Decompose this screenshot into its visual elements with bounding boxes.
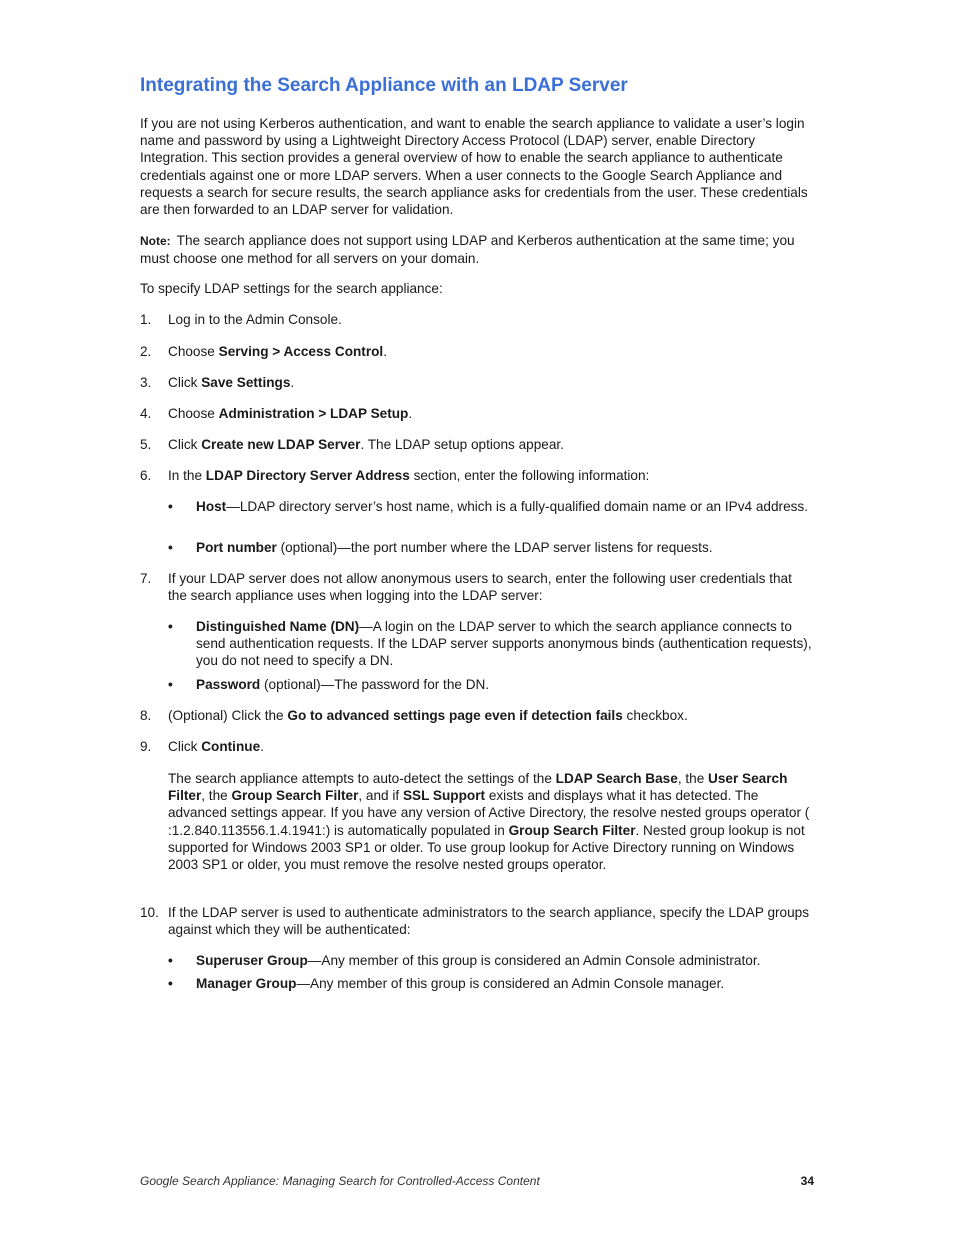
text-run: Choose [168, 406, 219, 421]
text-run: . [383, 344, 387, 359]
text-run: . The LDAP setup options appear. [360, 437, 564, 452]
text-run: —LDAP directory server’s host name, which is a fully-qualified domain name or an IPv4 address. [226, 499, 809, 514]
bold-term: Port number [196, 540, 277, 555]
text-run: Log in to the Admin Console. [168, 312, 342, 327]
step-number: 6. [140, 468, 152, 483]
step-number: 5. [140, 437, 152, 452]
page-footer [140, 1174, 814, 1188]
text-run: —A login on the LDAP server to which the search appliance connects to send authentication requests. If the LDAP server supports anonymous binds (authentication requests), you do not need to specify a DN. [196, 619, 812, 669]
bold-term: Manager Group [196, 976, 297, 991]
step-text [168, 374, 814, 391]
step-number: 3. [140, 375, 152, 390]
bold-term: User Search Filter [168, 771, 788, 804]
bold-term: LDAP Directory Server Address [205, 468, 410, 483]
text-run: The search appliance attempts to auto-detect the settings of the [168, 771, 556, 786]
bullet-text [196, 618, 814, 670]
bold-term: Host [196, 499, 227, 514]
step-number: 2. [140, 344, 152, 359]
step-number: 4. [140, 406, 152, 421]
bold-term: Group Search Filter [508, 822, 636, 838]
step-text [168, 311, 814, 328]
text-run: (Optional) Click the [168, 708, 288, 723]
text-run: . Nested group lookup is not supported for Windows 2003 SP1 or older. To use group lookup for Active Directory running on Windows 2003 SP1 or older, you must remove the resolve nested groups operator. [168, 822, 805, 873]
step-text [168, 343, 814, 360]
text-run: Click [168, 437, 202, 452]
bold-term: SSL Support [402, 788, 486, 804]
bold-term: Password [196, 677, 261, 692]
step-number: 1. [140, 312, 152, 327]
text-run: . [408, 406, 413, 421]
step-text [168, 738, 814, 755]
bullet-text [196, 676, 814, 693]
bold-term: Distinguished Name (DN) [196, 619, 360, 634]
text-run: Click [168, 739, 202, 754]
step-9-paragraph [168, 770, 814, 873]
step-number: 8. [140, 708, 152, 723]
bullet-icon: • [168, 499, 173, 514]
step-number: 7. [140, 571, 152, 586]
bullet-icon: • [168, 677, 173, 692]
intro-paragraph: If you are not using Kerberos authentication, and want to enable the search appliance to validate a user’s login name and password by using a Lightweight Directory Access Protocol (LDAP) server, enable Directory Integration. This section provides a general overview of how to enable the search appliance to authenticate credentials against one or more LDAP servers. When a user connects to the Google Search Appliance and requests a search for secure results, the search appliance asks for credentials from the user. These credentials are then forwarded to an LDAP server for validation. [140, 116, 808, 218]
text-run: exists and displays what it has detected. The advanced settings appear. If you have any version of Active Directory, the resolve nested groups operator ( :1.2.840.113556.1.4.1941:) is automatically populated in [168, 788, 810, 838]
text-run: (optional)—the port number where the LDAP server listens for requests. [276, 540, 713, 555]
bullet-text [196, 975, 814, 992]
text-run: If your LDAP server does not allow anonymous users to search, enter the following user credentials that the search appliance uses when logging into the LDAP server: [168, 571, 792, 604]
footer-title: Google Search Appliance: Managing Search for Controlled-Access Content [140, 1174, 540, 1188]
bullet-text [196, 952, 814, 969]
bold-term: Administration > LDAP Setup [218, 406, 409, 421]
note-paragraph [140, 232, 814, 267]
text-run: Choose [168, 344, 219, 359]
bullet-icon: • [168, 976, 173, 991]
text-run: In the [168, 468, 206, 483]
text-run: section, enter the following information: [409, 468, 650, 483]
text-run: (optional)—The password for the DN. [260, 677, 490, 692]
bullet-icon: • [168, 540, 173, 555]
bold-term: Continue [201, 739, 261, 754]
bold-term: Group Search Filter [231, 788, 359, 804]
text-run: , the [201, 788, 232, 804]
step-text [168, 570, 814, 604]
section-heading: Integrating the Search Appliance with an LDAP Server [140, 75, 628, 96]
bold-term: LDAP Search Base [555, 771, 678, 786]
text-run: —Any member of this group is considered an Admin Console manager. [296, 976, 725, 991]
text-run: , and if [358, 788, 403, 804]
step-text [168, 904, 814, 938]
note-label: Note: [140, 234, 171, 248]
bullet-icon: • [168, 619, 173, 634]
step-number: 9. [140, 739, 152, 754]
note-text: The search appliance does not support using LDAP and Kerberos authentication at the same time; you must choose one method for all servers on your domain. [140, 233, 795, 267]
step-text [168, 467, 814, 484]
text-run: Click [168, 375, 202, 390]
lead-paragraph: To specify LDAP settings for the search appliance: [140, 281, 443, 296]
bullet-text [196, 498, 814, 515]
text-run: . [290, 375, 295, 390]
step-text [168, 405, 814, 422]
bold-term: Save Settings [201, 375, 291, 390]
text-run: If the LDAP server is used to authenticate administrators to the search appliance, specify the LDAP groups against which they will be authenticated: [168, 905, 810, 938]
text-run: checkbox. [622, 708, 688, 723]
step-number: 10. [140, 905, 159, 920]
text-run: —Any member of this group is considered an Admin Console administrator. [307, 953, 761, 968]
page-number: 34 [800, 1174, 814, 1188]
bold-term: Create new LDAP Server [201, 437, 361, 452]
step-text [168, 436, 814, 453]
bold-term: Go to advanced settings page even if detection fails [287, 708, 623, 723]
bullet-text [196, 539, 814, 556]
bold-term: Superuser Group [196, 953, 308, 968]
step-text [168, 707, 814, 724]
bullet-icon: • [168, 953, 173, 968]
bold-term: Serving > Access Control [218, 344, 384, 359]
text-run: . [260, 739, 264, 754]
text-run: , the [677, 771, 709, 786]
